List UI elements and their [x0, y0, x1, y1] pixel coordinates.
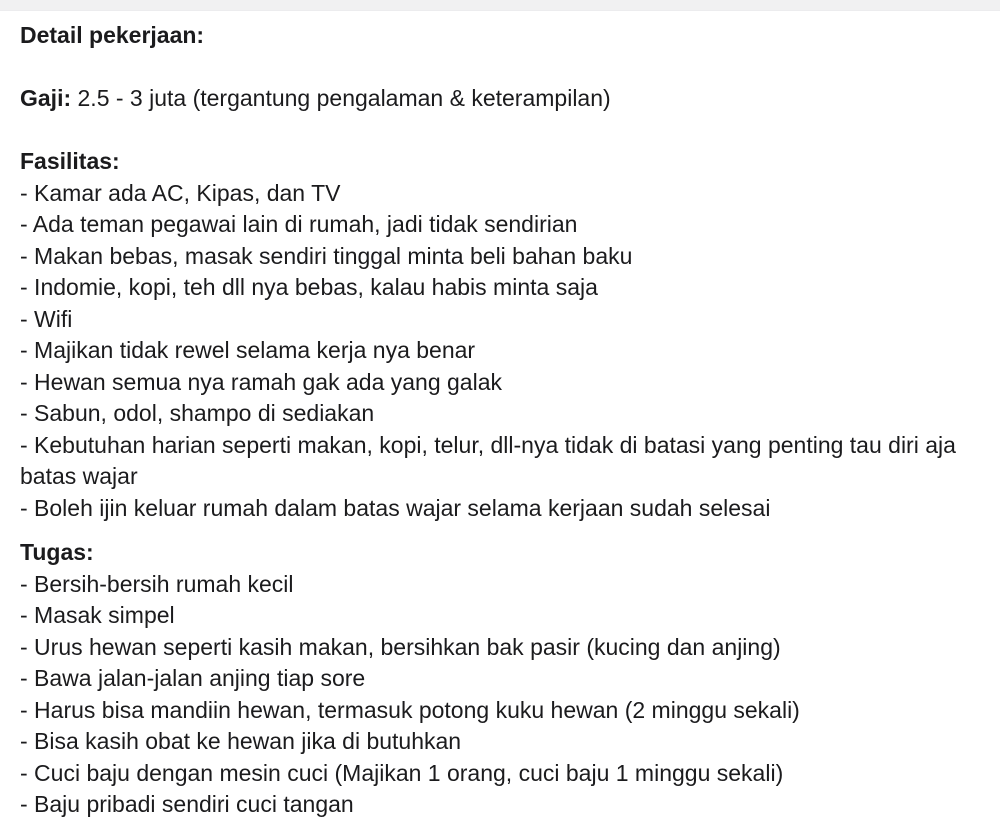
- salary-label: Gaji:: [20, 85, 72, 111]
- list-item: - Ada teman pegawai lain di rumah, jadi tidak sendirian: [20, 211, 578, 237]
- list-item: - Wifi: [20, 305, 73, 332]
- list-item: - Indomie, kopi, teh dll nya bebas, kalau habis minta saja: [20, 274, 598, 300]
- fasilitas-list: [20, 178, 980, 525]
- list-item: - Masak simpel: [20, 602, 175, 628]
- section-tugas-heading: Tugas:: [20, 539, 94, 565]
- top-divider: [0, 0, 1000, 11]
- list-item: - Urus hewan seperti kasih makan, bersihkan bak pasir (kucing dan anjing): [20, 633, 781, 660]
- list-item: - Cuci baju dengan mesin cuci (Majikan 1 orang, cuci baju 1 minggu sekali): [20, 759, 784, 786]
- list-item: - Bersih-bersih rumah kecil: [20, 570, 294, 597]
- tugas-list: [20, 569, 980, 821]
- list-item: - Boleh ijin keluar rumah dalam batas wajar selama kerjaan sudah selesai: [20, 494, 771, 521]
- salary-value: 2.5 - 3 juta (tergantung pengalaman & keterampilan): [77, 85, 611, 111]
- list-item: - Kebutuhan harian seperti makan, kopi, telur, dll-nya tidak di batasi yang penting tau diri aja batas wajar: [20, 431, 956, 489]
- list-item: - Baju pribadi sendiri cuci tangan: [20, 791, 354, 817]
- salary-line: [20, 83, 980, 115]
- section-tugas: [20, 537, 980, 821]
- list-item: - Makan bebas, masak sendiri tinggal minta beli bahan baku: [20, 242, 633, 269]
- job-detail-document: [0, 11, 1000, 821]
- list-item: - Majikan tidak rewel selama kerja nya benar: [20, 337, 476, 363]
- section-fasilitas: [20, 146, 980, 524]
- list-item: - Harus bisa mandiin hewan, termasuk potong kuku hewan (2 minggu sekali): [20, 696, 800, 723]
- section-fasilitas-heading: Fasilitas:: [20, 148, 120, 174]
- list-item: - Sabun, odol, shampo di sediakan: [20, 400, 375, 426]
- list-item: - Bisa kasih obat ke hewan jika di butuhkan: [20, 728, 462, 754]
- list-item: - Hewan semua nya ramah gak ada yang galak: [20, 368, 503, 395]
- list-item: - Bawa jalan-jalan anjing tiap sore: [20, 665, 366, 691]
- page-title: Detail pekerjaan:: [20, 22, 205, 48]
- list-item: - Kamar ada AC, Kipas, dan TV: [20, 179, 341, 206]
